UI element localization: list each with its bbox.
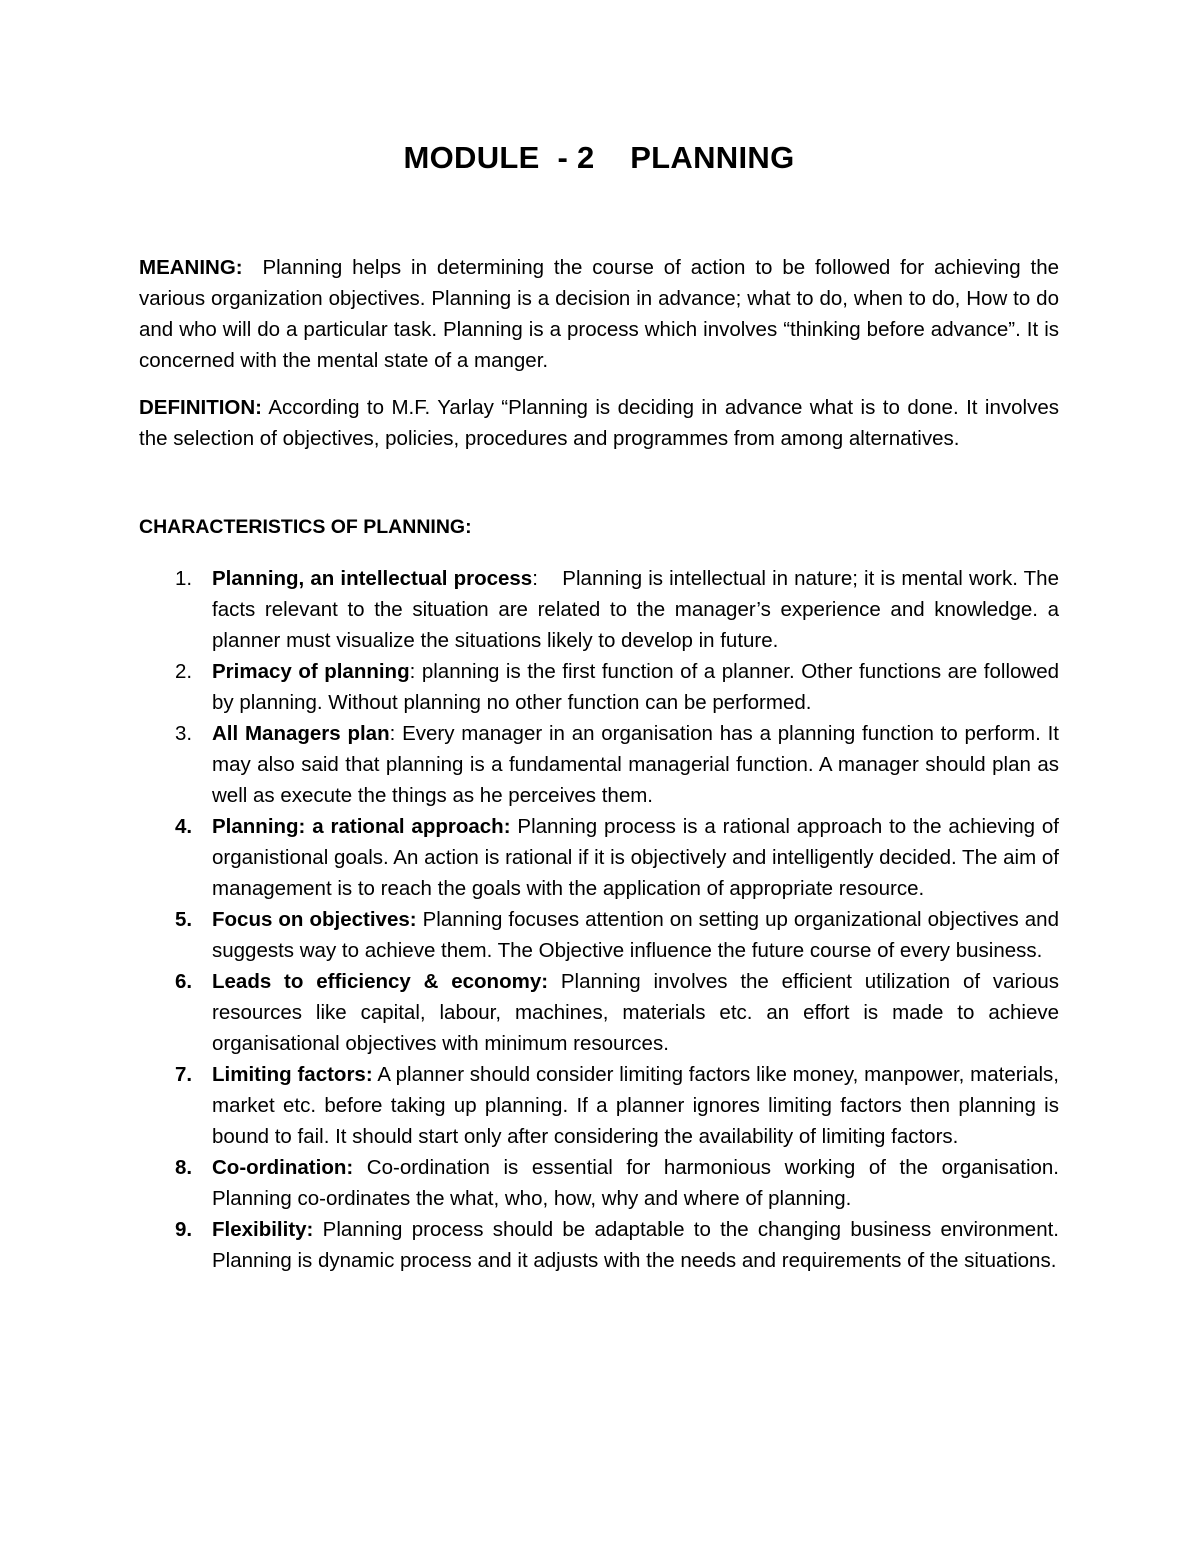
item-text: Planning process is a rational approach to the achieving of organistional goals. An action is rational if it is objectively and intelligently decided. The aim of management is to reach the goals with the application of appropriate resource. <box>212 815 1059 900</box>
item-number: 3. <box>175 722 193 745</box>
item-text: Co-ordination is essential for harmonious working of the organisation. Planning co-ordinates the what, who, how, why and where of planning. <box>212 1156 1059 1210</box>
item-number: 1. <box>175 567 193 590</box>
definition-text: According to M.F. Yarlay “Planning is deciding in advance what is to done. It involves the selection of objectives, policies, procedures and programmes from among alternatives. <box>139 396 1059 450</box>
item-number: 6. <box>175 970 193 993</box>
list-item <box>139 1059 1059 1152</box>
item-term: Leads to efficiency & economy: <box>212 970 549 993</box>
item-text: Planning involves the efficient utilization of various resources like capital, labour, machines, materials etc. an effort is made to achieve organisational objectives with minimum resources. <box>212 970 1059 1055</box>
item-term: Co-ordination: <box>212 1156 354 1179</box>
item-text: Planning process should be adaptable to the changing business environment. Planning is dynamic process and it adjusts with the needs and requirements of the situations. <box>212 1218 1059 1272</box>
item-text: : planning is the first function of a planner. Other functions are followed by planning. Without planning no other function can be performed. <box>212 660 1060 714</box>
definition-label: DEFINITION: <box>139 396 262 419</box>
item-number: 8. <box>175 1156 193 1179</box>
item-number: 9. <box>175 1218 193 1241</box>
definition-paragraph <box>139 392 1059 454</box>
item-text: : Every manager in an organisation has a planning function to perform. It may also said that planning is a fundamental managerial function. A manager should plan as well as execute the things as he perceives them. <box>212 722 1059 807</box>
page-title: MODULE - 2 PLANNING <box>403 140 795 175</box>
item-number: 5. <box>175 908 193 931</box>
meaning-label: MEANING: <box>139 256 243 279</box>
meaning-paragraph <box>139 252 1065 376</box>
list-item <box>139 1214 1059 1276</box>
list-item <box>139 718 1059 811</box>
item-term: All Managers plan <box>212 722 390 745</box>
item-term: Planning, an intellectual process <box>212 567 533 590</box>
item-text: A planner should consider limiting factors like money, manpower, materials, market etc. before taking up planning. If a planner ignores limiting factors then planning is bound to fail. It should start only after considering the availability of limiting factors. <box>212 1063 1059 1148</box>
list-item <box>139 811 1059 904</box>
item-number: 7. <box>175 1063 193 1086</box>
list-item <box>139 1152 1059 1214</box>
characteristics-heading: CHARACTERISTICS OF PLANNING: <box>139 516 472 538</box>
item-term: Limiting factors: <box>212 1063 373 1086</box>
list-item <box>139 563 1065 656</box>
list-item <box>139 656 1059 718</box>
meaning-text: Planning helps in determining the course of action to be followed for achieving the various organization objectives. Planning is a decision in advance; what to do, when to do, How to do and who will do a particular task. Planning is a process which involves “thinking before advance”. It is concerned with the mental state of a manger. <box>139 256 1065 372</box>
item-text: : Planning is intellectual in nature; it is mental work. The facts relevant to the situation are related to the manager’s experience and knowledge. a planner must visualize the situations likely to develop in future. <box>212 567 1065 652</box>
item-term: Primacy of planning <box>212 660 410 683</box>
item-term: Focus on objectives: <box>212 908 417 931</box>
list-item <box>139 904 1059 966</box>
list-item <box>139 966 1059 1059</box>
item-number: 2. <box>175 660 193 683</box>
item-number: 4. <box>175 815 193 838</box>
characteristics-list <box>139 563 1065 1276</box>
item-term: Flexibility: <box>212 1218 314 1241</box>
item-text: Planning focuses attention on setting up organizational objectives and suggests way to achieve them. The Objective influence the future course of every business. <box>212 908 1059 962</box>
item-term: Planning: a rational approach: <box>212 815 511 838</box>
